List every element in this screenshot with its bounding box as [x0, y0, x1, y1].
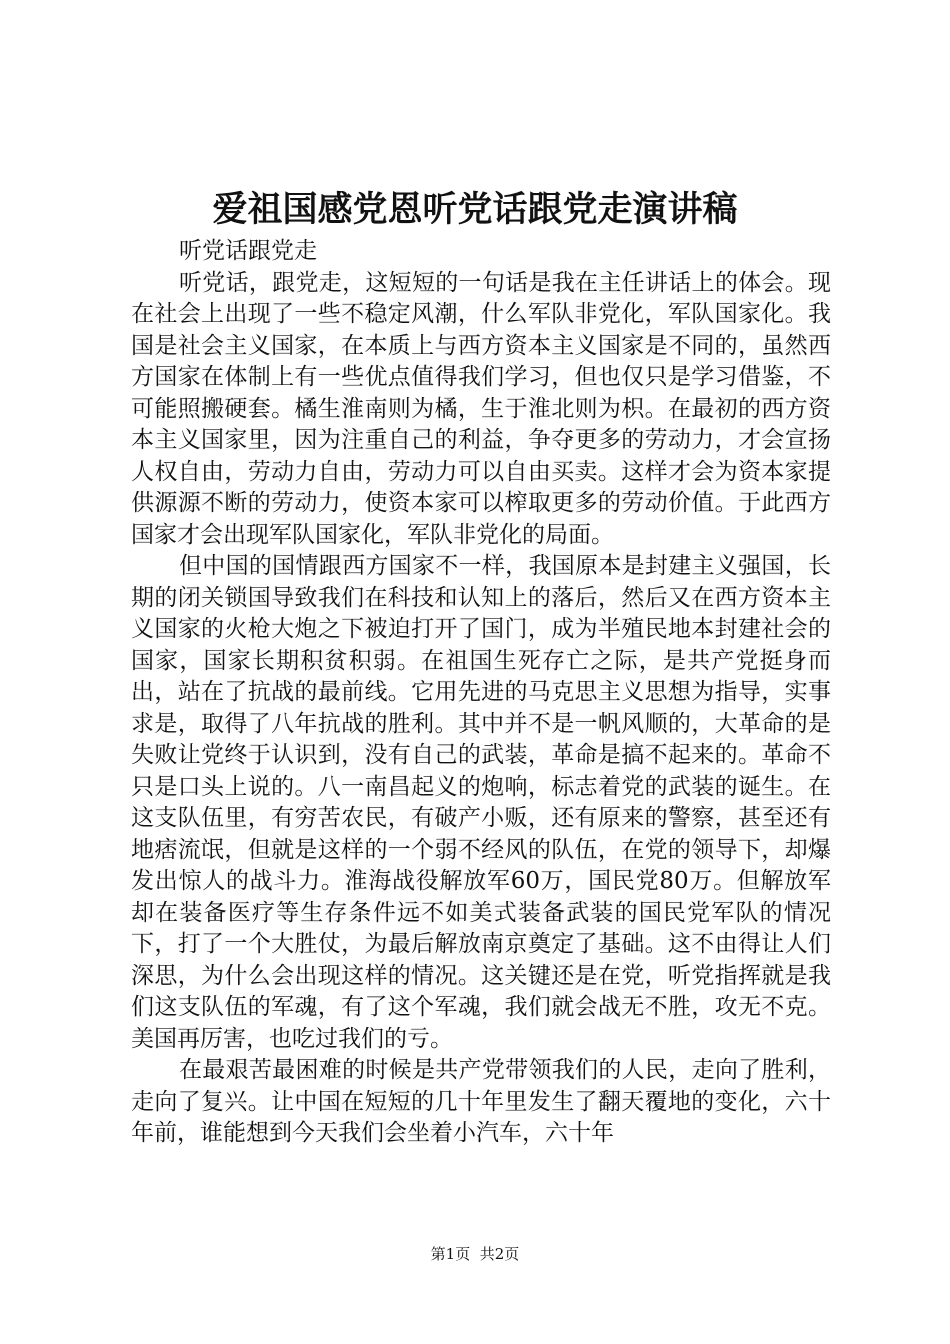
document-body: [131, 236, 831, 1150]
paragraph-1: 听党话，跟党走，这短短的一句话是我在主任讲话上的体会。现在社会上出现了一些不稳定风潮，什么军队非党化，军队国家化。我国是社会主义国家，在本质上与西方资本主义国家是不同的，虽然西方国家在体制上有一些优点值得我们学习，但也仅只是学习借鉴，不可能照搬硬套。橘生淮南则为橘，生于淮北则为枳。在最初的西方资本主义国家里，因为注重自己的利益，争夺更多的劳动力，才会宣扬人权自由，劳动力自由，劳动力可以自由买卖。这样才会为资本家提供源源不断的劳动力，使资本家可以榨取更多的劳动价值。于此西方国家才会出现军队国家化，军队非党化的局面。: [131, 269, 831, 548]
page-footer: [0, 1244, 950, 1264]
page-total: 共2页: [479, 1245, 520, 1263]
page-number: 第1页: [430, 1245, 471, 1263]
paragraph-2: 但中国的国情跟西方国家不一样，我国原本是封建主义强国，长期的闭关锁国导致我们在科技和认知上的落后，然后又在西方资本主义国家的火枪大炮之下被迫打开了国门，成为半殖民地本封建社会的国家，国家长期积贫积弱。在祖国生死存亡之际，是共产党挺身而出，站在了抗战的最前线。它用先进的马克思主义思想为指导，实事求是，取得了八年抗战的胜利。其中并不是一帆风顺的，大革命的是失败让党终于认识到，没有自己的武装，革命是搞不起来的。革命不只是口头上说的。八一南昌起义的炮响，标志着党的武装的诞生。在这支队伍里，有穷苦农民，有破产小贩，还有原来的警察，甚至还有地痞流氓，但就是这样的一个弱不经风的队伍，在党的领导下，却爆发出惊人的战斗力。淮海战役解放军60万，国民党80万。但解放军却在装备医疗等生存条件远不如美式装备武装的国民党军队的情况下，打了一个大胜仗，为最后解放南京奠定了基础。这不由得让人们深思，为什么会出现这样的情况。这关键还是在党，听党指挥就是我们这支队伍的军魂，有了这个军魂，我们就会战无不胜，攻无不克。美国再厉害，也吃过我们的亏。: [131, 553, 831, 1052]
paragraph-3: 在最艰苦最困难的时候是共产党带领我们的人民，走向了胜利，走向了复兴。让中国在短短的几十年里发生了翻天覆地的变化，六十年前，谁能想到今天我们会坐着小汽车，六十年: [131, 1057, 831, 1146]
document-title: 爱祖国感党恩听党话跟党走演讲稿: [212, 189, 738, 230]
speech-subtitle: 听党话跟党走: [179, 238, 317, 264]
